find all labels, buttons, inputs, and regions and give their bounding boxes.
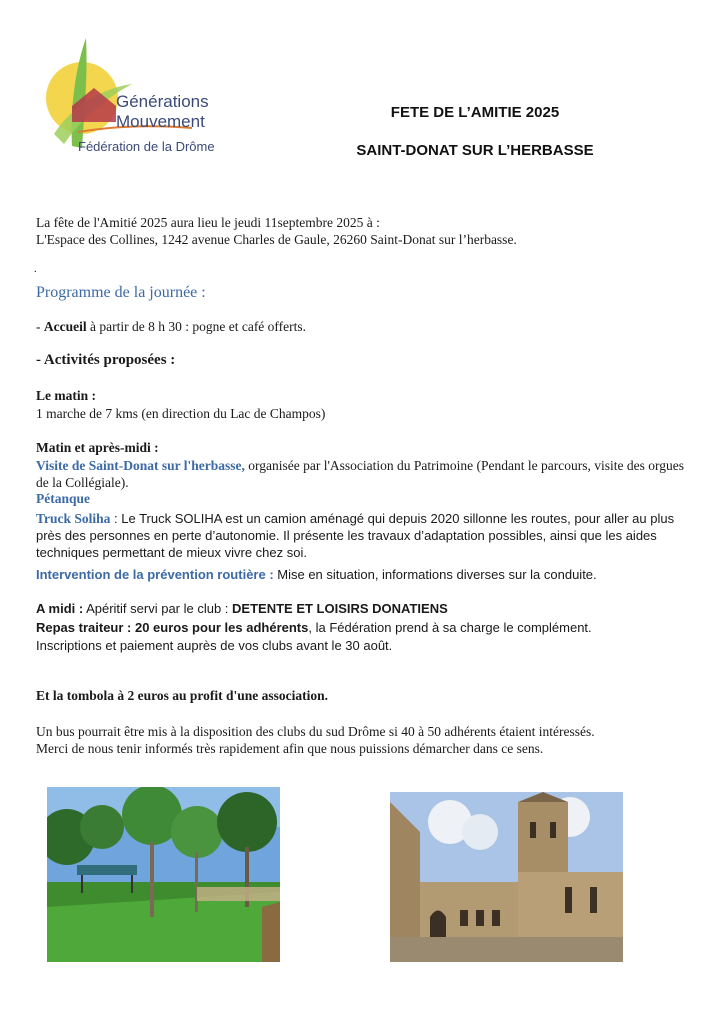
midi-club: DETENTE ET LOISIRS DONATIENS [232,601,448,616]
midi-label: A midi : [36,601,84,616]
accueil-line [36,318,306,335]
accueil-prefix: - [36,319,44,334]
visite-text: organisée par l'Association du Patrimoine (Pendant le parcours, visite des orgues de la Collégiale). [36,458,684,490]
truck-paragraph [36,510,686,561]
repas-label: Repas traiteur : 20 euros pour les adhérents [36,620,309,635]
programme-title: Programme de la journée : [36,284,206,301]
activites-title: - Activités proposées : [36,352,176,368]
park-photo [47,787,280,962]
midi-line [36,601,448,616]
accueil-label: Accueil [43,319,87,334]
intro-line-date: La fête de l'Amitié 2025 aura lieu le jeudi 11septembre 2025 à : [36,215,380,230]
petanque-label: Pétanque [36,491,90,506]
logo-line-federation: Fédération de la Drôme [78,139,215,154]
event-title: FETE DE L’AMITIE 2025 [390,104,560,121]
collegiale-photo [390,792,623,962]
prevention-line [36,566,696,583]
stray-dot: . [34,263,37,275]
logo-line-mouvement: Mouvement [116,112,205,131]
intro-paragraph [36,214,686,248]
logo-line-generations: Générations [116,92,209,111]
tombola-line: Et la tombola à 2 euros au profit d'une association. [36,688,329,703]
inscriptions-line: Inscriptions et paiement auprès de vos clubs avant le 30 août. [36,638,393,653]
bus-paragraph [36,723,696,757]
bus-line-2: Merci de nous tenir informés très rapidement afin que nous puissions démarcher dans ce sens. [36,741,544,756]
truck-label: Truck Soliha [36,511,111,526]
bus-line-1: Un bus pourrait être mis à la disposition des clubs du sud Drôme si 40 à 50 adhérents étaient intéressés. [36,724,595,739]
repas-line [36,620,592,635]
prevention-text: Mise en situation, informations diverses sur la conduite. [273,567,597,582]
prevention-label: Intervention de la prévention routière : [36,567,274,582]
accueil-text: à partir de 8 h 30 : pogne et café offerts. [86,319,307,334]
matin-text: 1 marche de 7 kms (en direction du Lac de Champos) [36,406,326,421]
matin-apres-midi-title: Matin et après-midi : [36,440,159,455]
repas-text: , la Fédération prend à sa charge le complément. [308,620,592,635]
matin-title: Le matin : [36,388,96,403]
midi-text: Apéritif servi par le club : [83,601,233,616]
truck-text: : Le Truck SOLIHA est un camion aménagé qui depuis 2020 sillonne les routes, pour aller au plus près des personnes en perte d’autonomie. Il présente les travaux d’adaptation possibles, ainsi que les aides techniques permettant de mieux vivre chez soi. [36,511,675,560]
event-place: SAINT-DONAT SUR L’HERBASSE [356,142,594,159]
intro-line-address: L'Espace des Collines, 1242 avenue Charles de Gaule, 26260 Saint-Donat sur l’herbasse. [36,232,517,247]
visite-paragraph [36,457,686,491]
federation-logo [42,36,252,166]
visite-label: Visite de Saint-Donat sur l'herbasse, [36,458,245,473]
